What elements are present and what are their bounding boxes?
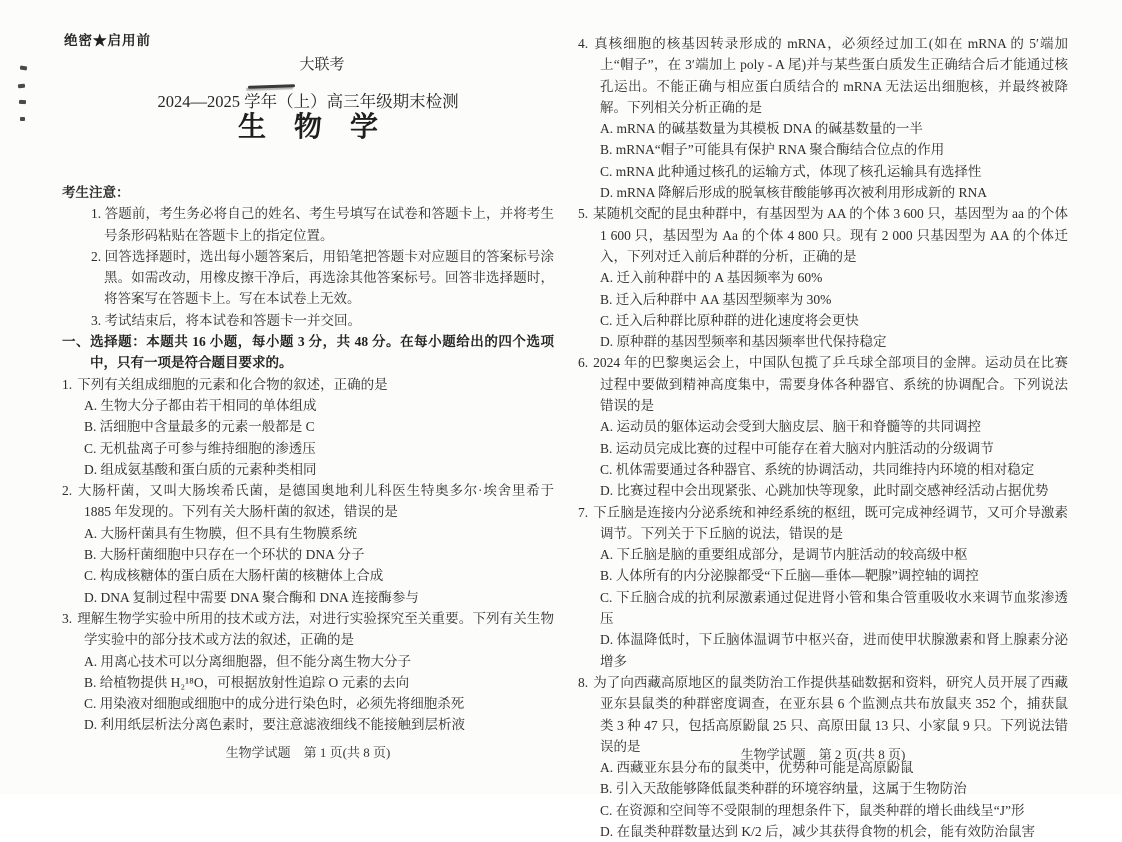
question-5-option-c: C. 迁入后种群比原种群的进化速度将会更快 [600, 312, 859, 328]
question-4-text: 真核细胞的核基因转录形成的 mRNA，必须经过加工(如在 mRNA 的 5′端加上“帽子”，在 3′端加上 poly - A 尾)并与某些蛋白质发生正确结合后才能通过核孔运出。不能正确与相应蛋白质结合的 mRNA 无法运出细胞核，并最终被降解。下列相关分析正确的是 [593, 36, 1068, 115]
question-2-number: 2. [62, 483, 73, 499]
notice-item-3: 3. 考试结束后，将本试卷和答题卡一并交回。 [91, 312, 361, 328]
notice-item-1: 1. 答题前，考生务必将自己的姓名、考生号填写在试卷和答题卡上，并将考生号条形码粘贴在答题卡上的指定位置。 [91, 206, 554, 243]
exam-session: 2024—2025 学年（上）高三年级期末检测 [157, 92, 459, 111]
question-4-option-a: A. mRNA 的碱基数量为其模板 DNA 的碱基数量的一半 [600, 121, 923, 137]
notice-heading: 考生注意： [62, 185, 130, 200]
question-5-stem [578, 203, 1068, 267]
question-4-option-d: D. mRNA 降解后形成的脱氧核苷酸能够再次被利用形成新的 RNA [600, 185, 988, 201]
question-2-stem [62, 480, 554, 523]
question-2-option-b: B. 大肠杆菌细胞中只存在一个环状的 DNA 分子 [84, 547, 365, 563]
question-7-option-b: B. 人体所有的内分泌腺都受“下丘脑—垂体—靶腺”调控轴的调控 [600, 568, 979, 584]
question-1-text: 下列有关组成细胞的元素和化合物的叙述，正确的是 [77, 376, 388, 392]
question-8-option-a: A. 西藏亚东县分布的鼠类中，优势种可能是高原鼢鼠 [600, 760, 914, 776]
exam-brand: 大联考 [299, 57, 345, 73]
question-1-option-b: B. 活细胞中含量最多的元素一般都是 C [84, 419, 315, 435]
question-2-option-c: C. 构成核糖体的蛋白质在大肠杆菌的核糖体上合成 [84, 568, 384, 584]
page-footer-left: 生物学试题 第 1 页(共 8 页) [225, 745, 391, 760]
scan-artifact [20, 117, 25, 121]
question-2-text: 大肠杆菌，又叫大肠埃希氏菌，是德国奥地利儿科医生特奥多尔·埃舍里希于 1885 年发现的。下列有关大肠杆菌的叙述，错误的是 [77, 483, 554, 520]
candidate-notice [62, 182, 554, 331]
question-6-option-a: A. 运动员的躯体运动会受到大脑皮层、脑干和脊髓等的共同调控 [600, 419, 981, 435]
question-6-option-b: B. 运动员完成比赛的过程中可能存在着大脑对内脏活动的分级调节 [600, 440, 994, 456]
question-6-option-d: D. 比赛过程中会出现紧张、心跳加快等现象，此时副交感神经活动占据优势 [600, 483, 1049, 499]
question-5-option-a: A. 迁入前种群中的 A 基因频率为 60% [600, 270, 823, 286]
question-8-text: 为了向西藏高原地区的鼠类防治工作提供基础数据和资料，研究人员开展了西藏亚东县鼠类的种群密度调查，在亚东县 6 个监测点共布放鼠夹 352 个，捕获鼠类 3 种 47 只，包括高原鼢鼠 25 只、高原田鼠 13 只、小家鼠 9 只。下列说法错误的是 [593, 674, 1068, 754]
question-7-stem [578, 502, 1068, 545]
question-1 [62, 374, 554, 480]
question-6 [578, 352, 1068, 501]
question-4-stem [578, 33, 1068, 118]
question-6-text: 2024 年的巴黎奥运会上，中国队包揽了乒乓球全部项目的金牌。运动员在比赛过程中要做到精神高度集中，需要身体各种器官、系统的协调配合。下列说法错误的是 [593, 355, 1068, 414]
question-1-number: 1. [62, 376, 73, 392]
page-title: 生 物 学 [237, 112, 378, 143]
question-6-stem [578, 352, 1068, 416]
question-5-number: 5. [578, 206, 589, 222]
scan-artifact [18, 84, 25, 89]
question-1-option-d: D. 组成氨基酸和蛋白质的元素种类相同 [84, 461, 317, 477]
question-7-option-d: D. 体温降低时，下丘脑体温调节中枢兴奋，进而使甲状腺激素和肾上腺素分泌增多 [600, 632, 1068, 669]
question-2 [62, 480, 554, 608]
question-3-option-d: D. 利用纸层析法分离色素时，要注意滤液细线不能接触到层析液 [84, 717, 465, 733]
question-8-option-d: D. 在鼠类种群数量达到 K/2 后，减少其获得食物的机会，能有效防治鼠害 [600, 823, 1035, 839]
question-7 [578, 502, 1068, 672]
question-2-option-d: D. DNA 复制过程中需要 DNA 聚合酶和 DNA 连接酶参与 [84, 589, 419, 605]
question-3-option-b: B. 给植物提供 H₂¹⁸O，可根据放射性追踪 O 元素的去向 [84, 674, 410, 690]
question-1-option-a: A. 生物大分子都由若干相同的单体组成 [84, 397, 317, 413]
question-6-option-c: C. 机体需要通过各种器官、系统的协调活动，共同维持内环境的相对稳定 [600, 461, 1035, 477]
pencil-mark [248, 84, 295, 89]
question-5-text: 某随机交配的昆虫种群中，有基因型为 AA 的个体 3 600 只，基因型为 aa 的个体 1 600 只，基因型为 Aa 的个体 4 800 只。现有 2 000 只基因型为 AA 的个体迁入，下列对迁入前后种群的分析，正确的是 [593, 206, 1068, 264]
question-1-stem [62, 374, 554, 395]
section-heading: 一、选择题：本题共 16 小题，每小题 3 分，共 48 分。在每小题给出的四个选项中，只有一项是符合题目要求的。 [62, 334, 554, 371]
question-2-option-a: A. 大肠杆菌具有生物膜，但不具有生物膜系统 [84, 525, 357, 541]
question-3-stem [62, 608, 554, 651]
question-4-option-b: B. mRNA“帽子”可能具有保护 RNA 聚合酶结合位点的作用 [600, 142, 945, 158]
question-7-option-c: C. 下丘脑合成的抗利尿激素通过促进肾小管和集合管重吸收水来调节血浆渗透压 [600, 589, 1068, 627]
right-column [578, 33, 1068, 842]
question-4-number: 4. [578, 36, 589, 51]
question-5-option-d: D. 原种群的基因型频率和基因频率世代保持稳定 [600, 334, 887, 350]
question-3-number: 3. [62, 610, 73, 626]
question-4-option-c: C. mRNA 此种通过核孔的运输方式，体现了核孔运输具有选择性 [600, 163, 982, 179]
exam-header [62, 55, 554, 143]
question-4 [578, 33, 1068, 203]
question-6-number: 6. [578, 355, 589, 371]
question-1-option-c: C. 无机盐离子可参与维持细胞的渗透压 [84, 440, 316, 456]
page-footer-right: 生物学试题 第 2 页(共 8 页) [740, 747, 906, 762]
question-3-option-a: A. 用离心技术可以分离细胞器，但不能分离生物大分子 [84, 653, 411, 669]
question-7-text: 下丘脑是连接内分泌系统和神经系统的枢纽，既可完成神经调节，又可介导激素调节。下列关于下丘脑的说法，错误的是 [593, 504, 1068, 541]
question-5 [578, 203, 1068, 352]
question-8-option-c: C. 在资源和空间等不受限制的理想条件下，鼠类种群的增长曲线呈“J”形 [600, 802, 1025, 818]
question-3-text: 理解生物学实验中所用的技术或方法，对进行实验探究至关重要。下列有关生物学实验中的部分技术或方法的叙述，正确的是 [77, 610, 554, 648]
question-8-option-b: B. 引入天敌能够降低鼠类种群的环境容纳量，这属于生物防治 [600, 781, 967, 797]
security-label: 绝密★启用前 [64, 33, 151, 48]
question-7-number: 7. [578, 504, 589, 520]
question-3 [62, 608, 554, 736]
question-3-option-c: C. 用染液对细胞或细胞中的成分进行染色时，必须先将细胞杀死 [84, 696, 465, 712]
question-8-number: 8. [578, 674, 589, 690]
scan-artifact [20, 66, 27, 71]
notice-item-2: 2. 回答选择题时，选出每小题答案后，用铅笔把答题卡对应题目的答案标号涂黑。如需改动，用橡皮擦干净后，再选涂其他答案标号。回答非选择题时，将答案写在答题卡上。写在本试卷上无效。 [91, 248, 554, 307]
scan-artifact [19, 100, 26, 104]
question-7-option-a: A. 下丘脑是脑的重要组成部分，是调节内脏活动的较高级中枢 [600, 547, 968, 563]
question-5-option-b: B. 迁入后种群中 AA 基因型频率为 30% [600, 291, 832, 307]
left-column [62, 182, 554, 736]
